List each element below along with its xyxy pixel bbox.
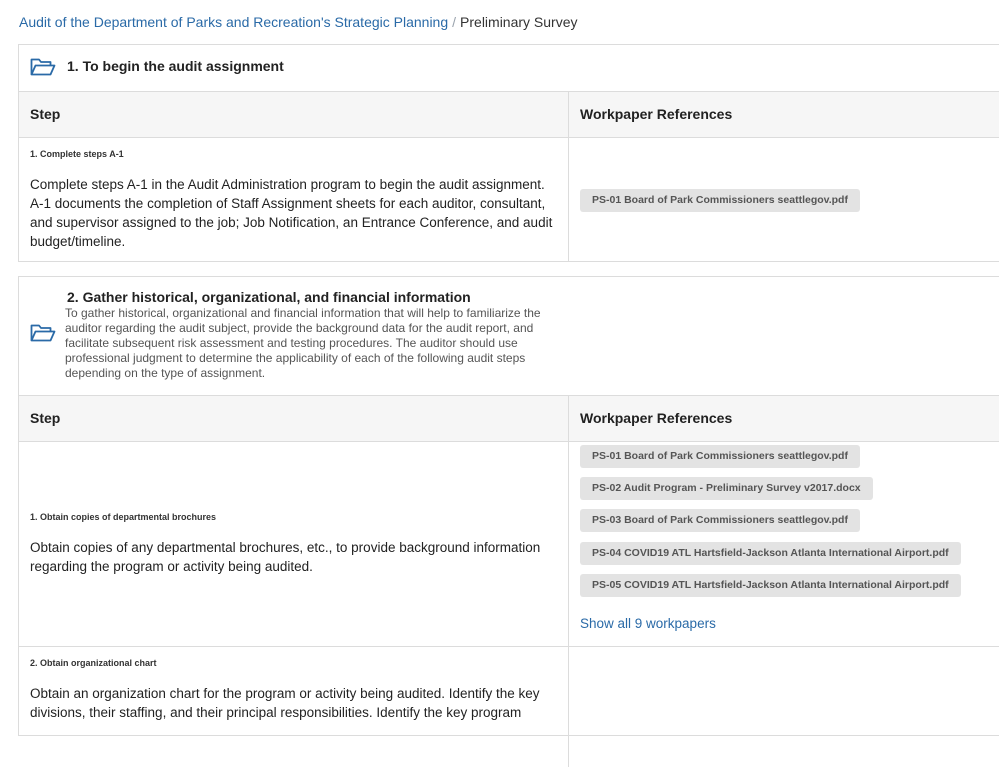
section-2-title: 2. Gather historical, organizational, and financial information xyxy=(67,289,471,305)
step-cell xyxy=(19,138,569,262)
section-1-table-header xyxy=(19,92,999,138)
folder-open-icon xyxy=(30,323,56,343)
breadcrumb-current: Preliminary Survey xyxy=(460,14,578,30)
folder-open-icon xyxy=(30,57,56,77)
breadcrumb xyxy=(19,12,578,32)
step-name: 2. Obtain organizational chart xyxy=(30,658,157,668)
section-1-title: 1. To begin the audit assignment xyxy=(67,58,284,74)
section-2-description: To gather historical, organizational and financial information that will help to familiarize the auditor regarding the audit subject, provide the background data for the audit report, and facilitate subsequent risk assessment and testing procedures. The auditor should use professional judgment to determine the applicability of each of the following audit steps depending on the type of assignment. xyxy=(65,306,541,380)
step-text: Obtain copies of any departmental brochures, etc., to provide background information regarding the program or activity being audited. xyxy=(30,540,541,574)
section-2-panel xyxy=(18,276,999,736)
workpaper-tag[interactable]: PS-03 Board of Park Commissioners seattlegov.pdf xyxy=(580,509,860,532)
table-row xyxy=(19,442,999,647)
step-cell xyxy=(19,647,569,767)
table-row xyxy=(19,647,999,767)
workpaper-cell xyxy=(569,138,999,262)
workpaper-tag[interactable]: PS-01 Board of Park Commissioners seattlegov.pdf xyxy=(580,189,860,212)
column-header-workpapers: Workpaper References xyxy=(580,410,733,426)
step-name: 1. Complete steps A-1 xyxy=(30,149,124,159)
breadcrumb-parent-link[interactable]: Audit of the Department of Parks and Recreation's Strategic Planning xyxy=(19,14,449,30)
table-row xyxy=(19,138,999,262)
workpaper-tag[interactable]: PS-02 Audit Program - Preliminary Survey v2017.docx xyxy=(580,477,873,500)
workpaper-tag[interactable]: PS-01 Board of Park Commissioners seattlegov.pdf xyxy=(580,445,860,468)
section-2-table-header xyxy=(19,396,999,442)
workpaper-cell xyxy=(569,647,999,767)
show-all-workpapers-link[interactable]: Show all 9 workpapers xyxy=(580,616,716,631)
step-text: Complete steps A-1 in the Audit Administration program to begin the audit assignment. A-1 documents the completion of Staff Assignment sheets for each auditor, consultant, and supervisor assigned to the job; Job Notification, an Entrance Conference, and audit budget/timeline. xyxy=(30,177,553,249)
column-header-workpapers: Workpaper References xyxy=(580,106,733,122)
column-header-step: Step xyxy=(19,396,569,441)
section-2-header[interactable] xyxy=(19,277,999,396)
workpaper-tag[interactable]: PS-05 COVID19 ATL Hartsfield-Jackson Atlanta International Airport.pdf xyxy=(580,574,961,597)
breadcrumb-separator: / xyxy=(452,14,457,30)
step-name: 1. Obtain copies of departmental brochures xyxy=(30,512,217,522)
section-1-panel xyxy=(18,44,999,262)
step-cell xyxy=(19,442,569,646)
workpaper-tag[interactable]: PS-04 COVID19 ATL Hartsfield-Jackson Atlanta International Airport.pdf xyxy=(580,542,961,565)
workpaper-cell xyxy=(569,442,999,646)
section-1-header[interactable] xyxy=(19,45,999,92)
step-text: Obtain an organization chart for the program or activity being audited. Identify the key divisions, their staffing, and their principal responsibilities. Identify the key program xyxy=(30,686,540,720)
column-header-step: Step xyxy=(19,92,569,137)
